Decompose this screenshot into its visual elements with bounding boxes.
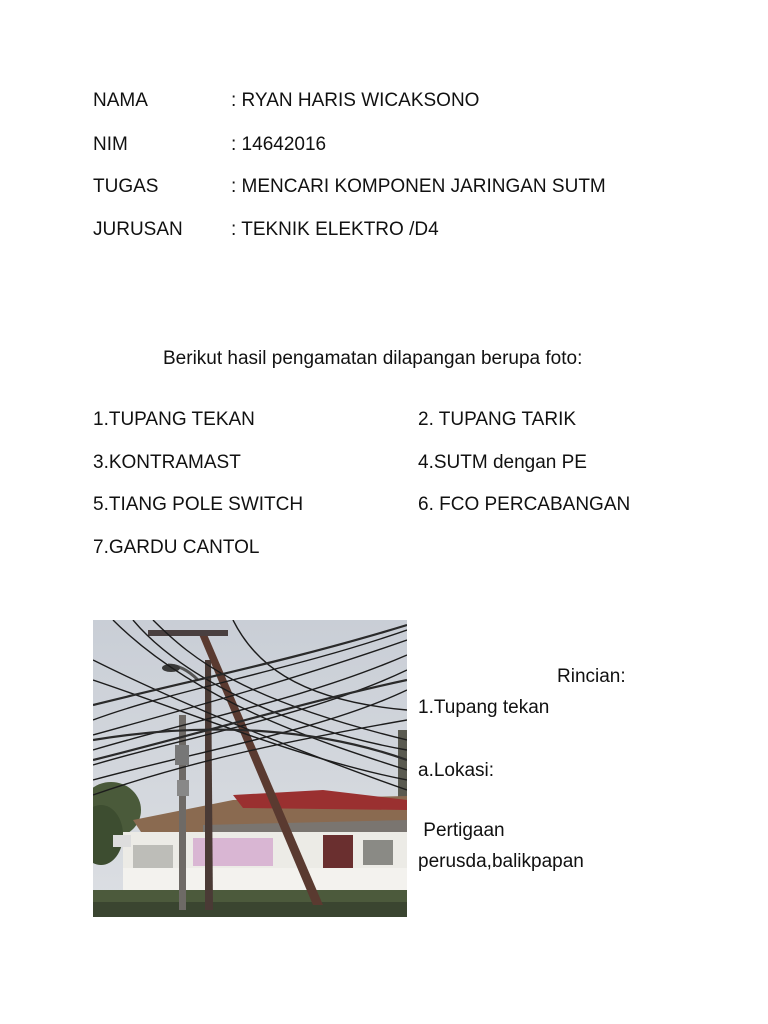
component-item: 5.TIANG POLE SWITCH: [93, 494, 304, 515]
lokasi-line: perusda,balikpapan: [418, 851, 584, 872]
tugas-label: TUGAS: [93, 176, 159, 197]
nama-label: NAMA: [93, 90, 148, 111]
component-item: 7.GARDU CANTOL: [93, 537, 260, 558]
utility-pole-photo: [93, 620, 407, 917]
tugas-value: : MENCARI KOMPONEN JARINGAN SUTM: [231, 176, 606, 197]
lokasi-line: Pertigaan: [418, 820, 505, 841]
component-item: 1.TUPANG TEKAN: [93, 409, 255, 430]
nama-value: : RYAN HARIS WICAKSONO: [231, 90, 480, 111]
nim-label: NIM: [93, 134, 128, 155]
details-item: 1.Tupang tekan: [418, 697, 550, 718]
jurusan-value: : TEKNIK ELEKTRO /D4: [231, 219, 439, 240]
component-item: 3.KONTRAMAST: [93, 452, 241, 473]
component-item: 4.SUTM dengan PE: [418, 452, 587, 473]
lokasi-label: a.Lokasi:: [418, 760, 495, 781]
jurusan-label: JURUSAN: [93, 219, 183, 240]
nim-value: : 14642016: [231, 134, 327, 155]
intro-text: Berikut hasil pengamatan dilapangan berupa foto:: [163, 348, 583, 369]
component-item: 6. FCO PERCABANGAN: [418, 494, 631, 515]
component-item: 2. TUPANG TARIK: [418, 409, 577, 430]
details-heading: Rincian:: [557, 666, 626, 687]
